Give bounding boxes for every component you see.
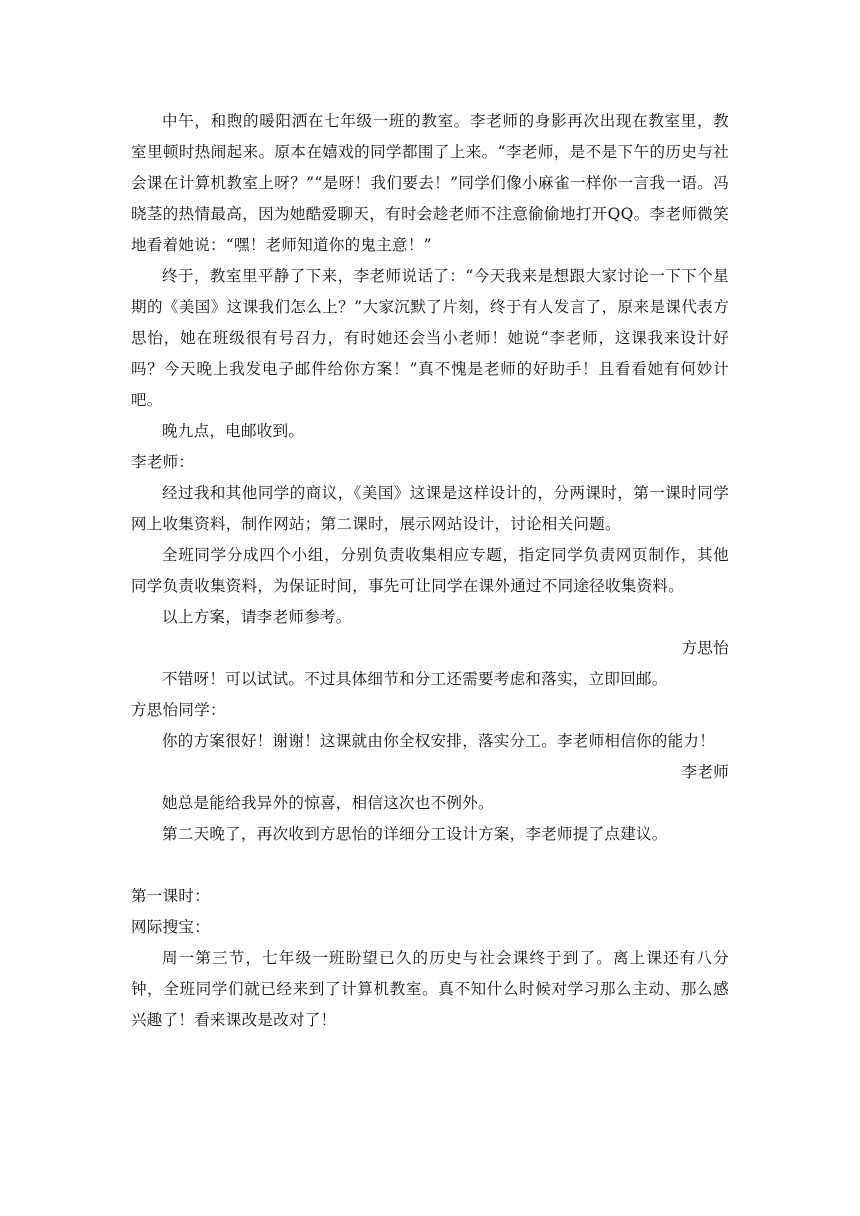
paragraph-reply-note: 不错呀！可以试试。不过具体细节和分工还需要考虑和落实，立即回邮。 (162, 670, 668, 688)
blank-line (131, 850, 729, 881)
email1-body-3: 以上方案，请李老师参考。 (162, 608, 352, 626)
email1-body-2: 全班同学分成四个小组，分别负责收集相应专题，指定同学负责网页制作，其他同学负责收集资料，为保证时间，事先可让同学在课外通过不同途径收集资料。 (131, 546, 729, 595)
paragraph-classroom-noon: 中午，和煦的暖阳洒在七年级一班的教室。李老师的身影再次出现在教室里，教室里顿时热闹起来。原本在嬉戏的同学都围了上来。“李老师，是不是下午的历史与社会课在计算机教室上呀？”“是呀！我们要去！”同学们像小麻雀一样你一言我一语。冯晓茎的热情最高，因为她酷爱聊天，有时会趁老师不注意偷偷地打开QQ。李老师微笑地看着她说：“嘿！老师知道你的鬼主意！” (131, 112, 729, 254)
paragraph-email-received: 晚九点，电邮收到。 (162, 422, 305, 440)
section-title: 第一课时： (131, 887, 211, 905)
email2-body-1: 你的方案很好！谢谢！这课就由你全权安排，落实分工。李老师相信你的能力！ (162, 732, 716, 750)
paragraph-monday-class: 周一第三节，七年级一班盼望已久的历史与社会课终于到了。离上课还有八分钟，全班同学们就已经来到了计算机教室。真不知什么时候对学习那么主动、那么感兴趣了！看来课改是改对了！ (131, 949, 729, 1029)
email1-body-1: 经过我和其他同学的商议，《美国》这课是这样设计的，分两课时，第一课时同学网上收集资料，制作网站；第二课时，展示网站设计，讨论相关问题。 (131, 484, 729, 533)
email2-salutation: 方思怡同学： (131, 701, 226, 719)
paragraph-next-day: 第二天晚了，再次收到方思怡的详细分工设计方案，李老师提了点建议。 (162, 825, 668, 843)
document-body (131, 106, 729, 1036)
email1-salutation: 李老师： (131, 453, 195, 471)
email1-signature: 方思怡 (681, 639, 729, 657)
subsection-title: 网际搜宝： (131, 918, 211, 936)
paragraph-discussion: 终于，教室里平静了下来，李老师说话了：“今天我来是想跟大家讨论一下下个星期的《美国》这课我们怎么上？”大家沉默了片刻，终于有人发言了，原来是课代表方思怡，她在班级很有号召力，有时她还会当小老师！她说“李老师，这课我来设计好吗？今天晚上我发电子邮件给你方案！”真不愧是老师的好助手！且看看她有何妙计吧。 (131, 267, 729, 409)
paragraph-surprise: 她总是能给我异外的惊喜，相信这次也不例外。 (162, 794, 494, 812)
email2-signature: 李老师 (681, 763, 729, 781)
